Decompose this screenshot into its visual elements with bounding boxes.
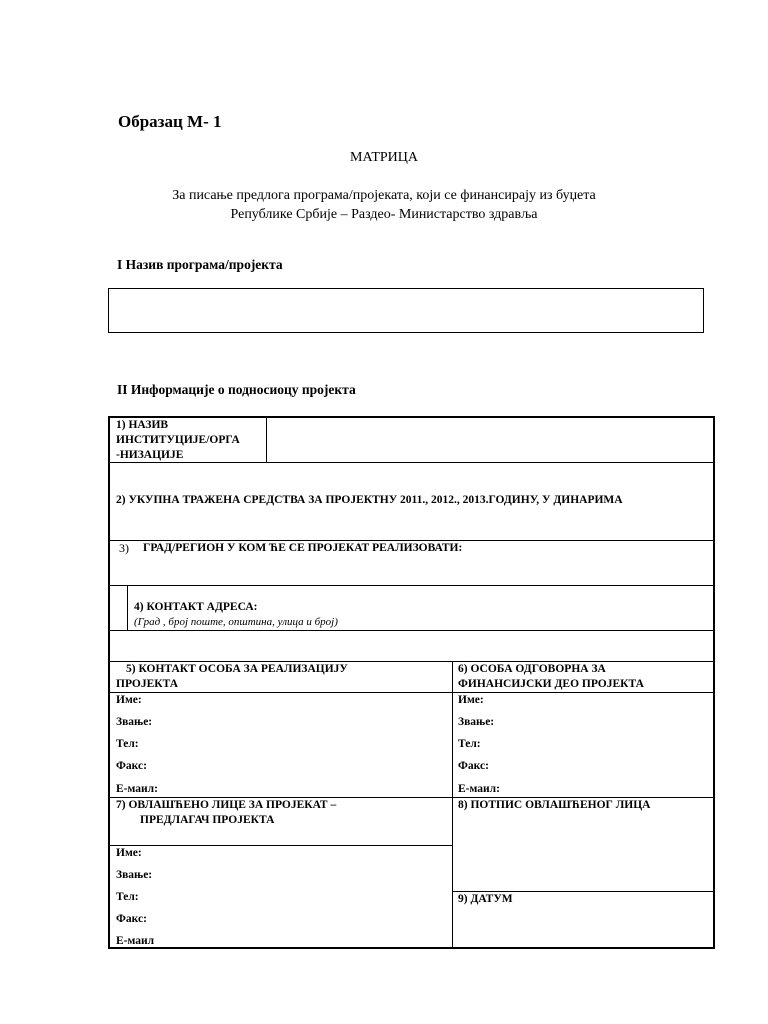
authorized-phone-label: Тел: xyxy=(116,891,139,903)
document-subtitle xyxy=(0,186,768,224)
financial-person-details[interactable] xyxy=(452,692,714,798)
authorized-person-header xyxy=(109,797,453,846)
subtitle-line-1: За писање предлога програма/пројеката, који се финансирају из буџета xyxy=(172,188,596,203)
authorized-title-label: Звање: xyxy=(116,869,153,881)
document-title: МАТРИЦА xyxy=(350,150,418,165)
contact-person-details[interactable] xyxy=(109,692,453,798)
contact-address-indent-cell xyxy=(109,585,128,631)
contact-phone-label: Тел: xyxy=(116,738,139,750)
contact-address-value-field[interactable] xyxy=(109,630,714,662)
city-region-number: 3) xyxy=(119,541,129,555)
date-field[interactable] xyxy=(452,891,714,948)
signature-field[interactable] xyxy=(452,797,714,892)
financial-person-label-line-1: 6) ОСОБА ОДГОВОРНА ЗА xyxy=(458,663,606,675)
contact-address-hint: (Град , број поште, општина, улица и број) xyxy=(134,616,338,628)
total-funds-cell[interactable] xyxy=(109,462,714,541)
financial-fax-label: Факс: xyxy=(458,760,489,772)
city-region-label: ГРАД/РЕГИОН У КОМ ЋЕ СЕ ПРОЈЕКАТ РЕАЛИЗОВАТИ: xyxy=(143,542,463,554)
contact-address-label: 4) КОНТАКТ АДРЕСА: xyxy=(134,601,258,613)
authorized-name-label: Име: xyxy=(116,847,142,859)
financial-name-label: Име: xyxy=(458,694,484,706)
city-region-cell[interactable] xyxy=(109,540,714,586)
total-funds-label: 2) УКУПНА ТРАЖЕНА СРЕДСТВА ЗА ПРОЈЕКТНУ 2011., 2012., 2013.ГОДИНУ, У ДИНАРИМА xyxy=(116,494,623,506)
signature-label: 8) ПОТПИС ОВЛАШЋЕНОГ ЛИЦА xyxy=(458,799,651,811)
contact-person-header xyxy=(109,661,453,693)
financial-person-header xyxy=(452,661,714,693)
contact-fax-label: Факс: xyxy=(116,760,147,772)
institution-label-line-1: 1) НАЗИВ xyxy=(116,419,169,431)
subtitle-line-2: Републике Србије – Раздео- Министарство здравља xyxy=(230,207,538,222)
date-label: 9) ДАТУМ xyxy=(458,893,513,905)
institution-label-line-3: -НИЗАЦИЈЕ xyxy=(116,449,184,461)
contact-title-label: Звање: xyxy=(116,716,153,728)
project-name-field[interactable] xyxy=(108,288,704,333)
authorized-fax-label: Факс: xyxy=(116,913,147,925)
authorized-person-label-line-2: ПРЕДЛАГАЧ ПРОЈЕКТА xyxy=(140,814,275,826)
form-code: Образац М- 1 xyxy=(118,112,222,131)
contact-address-cell[interactable] xyxy=(127,585,714,631)
authorized-person-details[interactable] xyxy=(109,845,453,948)
institution-label-line-2: ИНСТИТУЦИЈЕ/ОРГА xyxy=(116,434,240,446)
authorized-email-label: Е-маил xyxy=(116,935,155,947)
contact-person-label-line-2: ПРОЈЕКТА xyxy=(116,678,179,690)
institution-name-field[interactable] xyxy=(266,417,714,463)
authorized-person-label-line-1: 7) ОВЛАШЋЕНО ЛИЦЕ ЗА ПРОЈЕКАТ – xyxy=(116,799,337,811)
contact-email-label: Е-маил: xyxy=(116,783,158,795)
contact-person-label-line-1: 5) КОНТАКТ ОСОБА ЗА РЕАЛИЗАЦИЈУ xyxy=(126,663,348,675)
section-2-heading: II Информације о подносиоцу пројекта xyxy=(117,382,356,397)
institution-name-label-cell xyxy=(109,417,267,463)
contact-name-label: Име: xyxy=(116,694,142,706)
section-1-heading: I Назив програма/пројекта xyxy=(117,257,283,272)
financial-phone-label: Тел: xyxy=(458,738,481,750)
financial-person-label-line-2: ФИНАНСИЈСКИ ДЕО ПРОЈЕКТА xyxy=(458,678,644,690)
financial-email-label: Е-маил: xyxy=(458,783,500,795)
financial-title-label: Звање: xyxy=(458,716,495,728)
